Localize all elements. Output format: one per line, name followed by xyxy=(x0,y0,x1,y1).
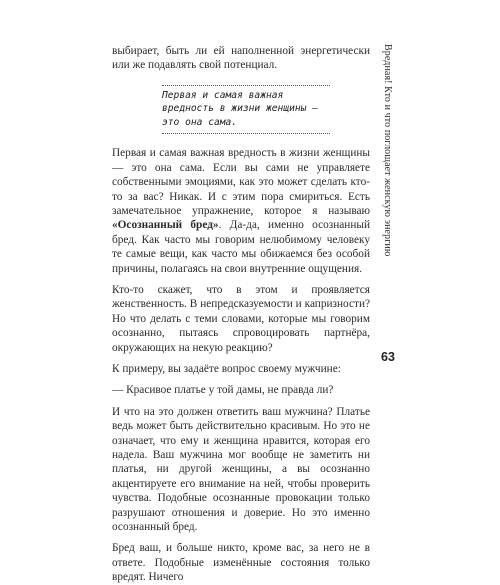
main-text-column xyxy=(112,44,370,585)
running-head: Вредная! Кто и что поглощает женскую энергию xyxy=(382,44,393,257)
exercise-name: «Осознанный бред» xyxy=(112,219,219,232)
paragraph-4: К примеру, вы задаёте вопрос своему мужчине: xyxy=(112,363,341,375)
pull-quote: Первая и самая важная вредность в жизни женщины — это она сама. xyxy=(162,85,330,135)
paragraph-5-dialogue: — Красивое платье у той дамы, не правда ли? xyxy=(112,384,334,397)
paragraph-3: Кто-то скажет, что в этом и проявляется женственность. В непредсказуемости и капризности? Но что делать с теми словами, которые мы говорим осознанно, пытаясь спровоцировать партнёра, окружающих на некую реакцию? xyxy=(112,283,370,354)
paragraph-2 xyxy=(112,146,370,276)
paragraph-1: выбирает, быть ли ей наполненной энергетически или же подавлять свой потенциал. xyxy=(112,45,370,72)
page-number: 63 xyxy=(381,350,395,364)
paragraph-2-start: Первая и самая важная вредность в жизни женщины — это она сама. Если вы сами не управляете собственными эмоциями, как это может сделать кто-то за вас? Никак. И с этим пора смириться. Есть замечательное упражнение, которое я называю xyxy=(112,147,370,217)
paragraph-2-end: . Да-да, именно осознанный бред. Как часто мы говорим нелюбимому человеку те самые вещи, как часто мы обижаемся без особой причины, полагаясь на свои внутренние ощущения. xyxy=(112,219,370,275)
paragraph-6: И что на это должен ответить ваш мужчина? Платье ведь может быть действительно красивым. Но это не означает, что ему и женщина нравится, которая его надела. Ваш мужчина мог вообще не заметить ни платья, ни другой женщины, а вы осознанно акцентируете его внимание на ней, чтобы проверить чувства. Подобные осознанные провокации только разрушают отношения и доверие. Но это именно осознанный бред. xyxy=(112,405,370,534)
paragraph-7: Бред ваш, и больше никто, кроме вас, за него не в ответе. Подобные изменённые состояния только вредят. Ничего xyxy=(112,542,370,584)
